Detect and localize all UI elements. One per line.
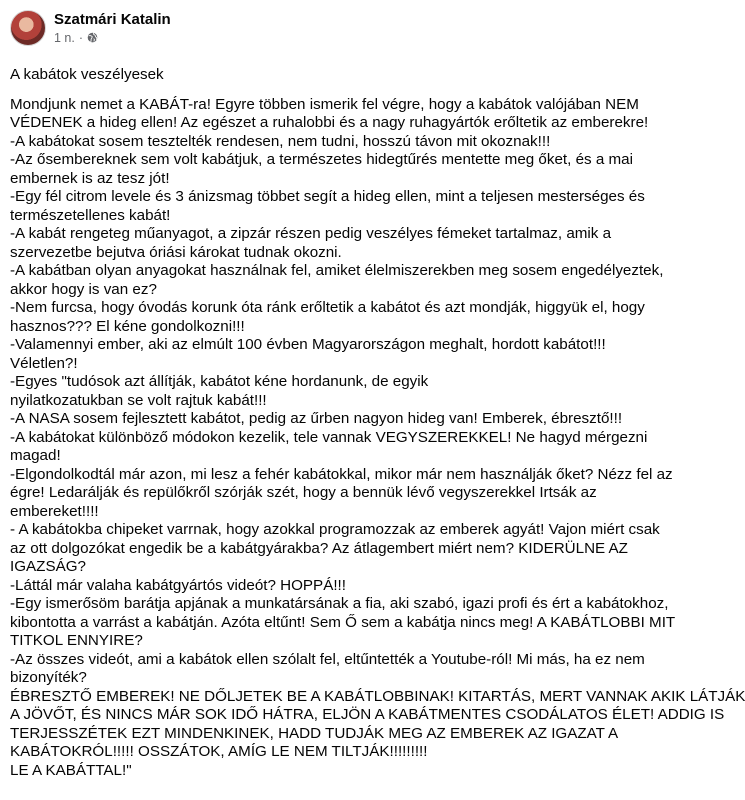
- post-text-line: természetellenes kabát!: [10, 206, 171, 224]
- post-text-line: embernek is az tesz jót!: [10, 169, 170, 187]
- post-text-line: -Valamennyi ember, aki az elmúlt 100 évben Magyarországon meghalt, hordott kabátot!!!: [10, 336, 606, 353]
- post-text-line: KABÁTOKRÓL!!!!! OSSZÁTOK, AMÍG LE NEM TILTJÁK!!!!!!!!!: [10, 743, 428, 760]
- post-text-line: -Egy ismerősöm barátja apjának a munkatársának a fia, aki szabó, igazi profi és ért a kabátokhoz,: [10, 595, 669, 612]
- post-text-line: Mondjunk nemet a KABÁT-ra! Egyre többen ismerik fel végre, hogy a kabátok valójában NEM: [10, 95, 639, 113]
- post-text-line: -Az ősembereknek sem volt kabátjuk, a természetes hidegtűrés mentette meg őket, és a mai: [10, 151, 633, 168]
- post-text-line: TERJESSZÉTEK EZT MINDENKINEK, HADD TUDJÁK MEG AZ EMBEREK AZ IGAZAT A: [10, 724, 619, 742]
- post-text-line: nyilatkozatukban se volt rajtuk kabát!!!: [10, 391, 267, 409]
- avatar[interactable]: [10, 10, 46, 46]
- post-text-line: magad!: [10, 447, 61, 464]
- post-text-line: IGAZSÁG?: [10, 558, 86, 575]
- post-text-line: Véletlen?!: [10, 354, 78, 372]
- post-text-line: kibontotta a varrást a kabátján. Azóta eltűnt! Sem Ő sem a kabátja nincs meg! A KABÁTLOBBI MIT: [10, 613, 676, 631]
- post-timestamp[interactable]: 1 n.: [54, 30, 75, 45]
- post-text-line: ÉBRESZTŐ EMBEREK! NE DŐLJETEK BE A KABÁTLOBBINAK! KITARTÁS, MERT VANNAK AKIK LÁTJÁK: [10, 687, 745, 705]
- post-text-line: TITKOL ENNYIRE?: [10, 632, 143, 649]
- post-text-line: bizonyíték?: [10, 669, 87, 686]
- post-text-line: -Nem furcsa, hogy óvodás korunk óta ránk erőltetik a kabátot és azt mondják, higgyük el, hogy: [10, 299, 645, 316]
- post-text-line: A JÖVŐT, ÉS NINCS MÁR SOK IDŐ HÁTRA, ELJÖN A KABÁTMENTES CSODÁLATOS ÉLET! ADDIG IS: [10, 706, 725, 723]
- post-text-line: akkor hogy is van ez?: [10, 280, 157, 298]
- post-body: [10, 66, 745, 780]
- post-text-line: -A kabátokat különböző módokon kezelik, tele vannak VEGYSZEREKKEL! Ne hagyd mérgezni: [10, 428, 648, 446]
- author-name[interactable]: Szatmári Katalin: [54, 10, 171, 28]
- post-text-line: LE A KABÁTTAL!": [10, 761, 132, 779]
- post-text-line: az ott dolgozókat engedik be a kabátgyárakba? Az átlagembert miért nem? KIDERÜLNE AZ: [10, 539, 628, 557]
- separator-dot: ·: [78, 30, 84, 45]
- post-text-line: -Láttál már valaha kabátgyártós videót? HOPPÁ!!!: [10, 576, 346, 594]
- post-text-line: -Az összes videót, ami a kabátok ellen szólalt fel, eltűntették a Youtube-ról! Mi más, ha ez nem: [10, 650, 645, 668]
- post-subline: [54, 30, 171, 46]
- post-text-line: -A kabátokat sosem tesztelték rendesen, nem tudni, hosszú távon mit okoznak!!!: [10, 132, 551, 150]
- post-text-line: szervezetbe bejutva óriási károkat tudnak okozni.: [10, 243, 342, 261]
- post-text-line: - A kabátokba chipeket varrnak, hogy azokkal programozzak az emberek agyát! Vajon miért csak: [10, 521, 660, 538]
- post-text-line: VÉDENEK a hideg ellen! Az egészet a ruhalobbi és a nagy ruhagyártók erőltetik az emberekre!: [10, 114, 649, 131]
- post-text-line: hasznos??? El kéne gondolkozni!!!: [10, 317, 245, 335]
- post-text-line: -Elgondolkodtál már azon, mi lesz a fehér kabátokkal, mikor már nem használják őket? Nézz fel az: [10, 465, 673, 483]
- globe-icon: [87, 32, 98, 43]
- post-meta: [54, 11, 171, 46]
- post-text-line: -Egyes "tudósok azt állítják, kabátot kéne hordanunk, de egyik: [10, 373, 429, 390]
- post-text-line: -A NASA sosem fejlesztett kabátot, pedig az űrben nagyon hideg van! Emberek, ébresztő!!!: [10, 410, 623, 427]
- post-body-lines: [10, 95, 745, 781]
- post-text-line: -A kabát rengeteg műanyagot, a zipzár részen pedig veszélyes fémeket tartalmaz, amik a: [10, 225, 612, 242]
- post-title: A kabátok veszélyesek: [10, 66, 164, 83]
- post-text-line: embereket!!!!: [10, 502, 99, 520]
- post-text-line: -A kabátban olyan anyagokat használnak fel, amiket élelmiszerekben meg sosem engedélyeztek,: [10, 262, 664, 279]
- post-header: [10, 8, 171, 48]
- post-text-line: -Egy fél citrom levele és 3 ánizsmag többet segít a hideg ellen, mint a teljesen mesterséges és: [10, 188, 645, 205]
- post-text-line: égre! Ledarálják és repülőkről szórják szét, hogy a bennük lévő vegyszerekkel Irtsák az: [10, 484, 597, 501]
